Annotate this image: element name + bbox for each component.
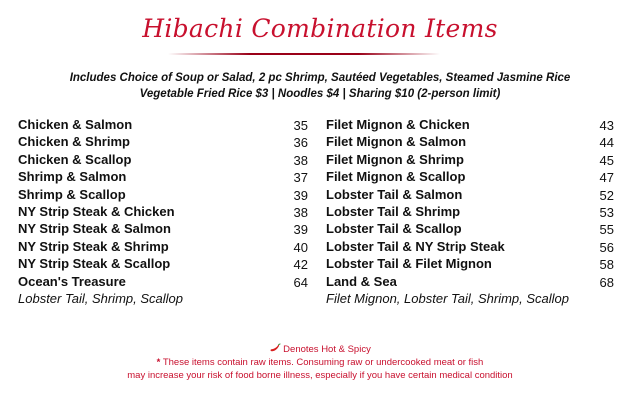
menu-item-description: Lobster Tail, Shrimp, Scallop (18, 290, 183, 306)
menu-item-price: 45 (599, 152, 614, 168)
menu-item (326, 168, 614, 185)
menu-item-price: 56 (599, 239, 614, 255)
menu-item-name: Filet Mignon & Salmon (326, 134, 467, 150)
menu-item-price: 35 (293, 118, 308, 133)
menu-item-name: NY Strip Steak & Scallop (18, 256, 171, 272)
menu-item (326, 255, 614, 272)
hot-spicy-label: Denotes Hot & Spicy (283, 344, 371, 355)
menu-item-price: 42 (293, 257, 308, 273)
menu-footnotes (0, 343, 640, 382)
menu-item-name: Lobster Tail & Filet Mignon (326, 256, 492, 272)
menu-item-price: 64 (293, 274, 308, 290)
menu-item-price: 43 (599, 118, 614, 133)
menu-item-name: Chicken & Salmon (18, 117, 133, 132)
menu-item-price: 39 (293, 187, 308, 203)
raw-warning-text-1: These items contain raw items. Consuming raw or undercooked meat or fish (162, 357, 484, 368)
menu-item-name: NY Strip Steak & Chicken (18, 203, 175, 219)
menu-item-name: Lobster Tail & Salmon (326, 186, 463, 202)
menu-item (326, 220, 614, 237)
menu-item-price: 52 (599, 187, 614, 203)
menu-item (326, 186, 614, 203)
menu-title: Hibachi Combination Items (142, 14, 498, 43)
menu-item-name: Shrimp & Scallop (18, 186, 126, 202)
menu-item (18, 203, 308, 220)
menu-item (18, 220, 308, 237)
menu-item-name: Chicken & Shrimp (18, 134, 130, 150)
chili-pepper-icon (269, 343, 281, 353)
menu-item (326, 203, 614, 220)
menu-item-price: 55 (599, 222, 614, 238)
menu-item-price: 36 (293, 135, 308, 151)
menu-item (326, 151, 614, 168)
right-menu-column (326, 116, 614, 307)
menu-item (326, 116, 614, 133)
menu-item-name: Lobster Tail & Shrimp (326, 203, 461, 219)
menu-item-price: 58 (599, 257, 614, 273)
menu-item-price: 44 (599, 135, 614, 151)
menu-item-name: NY Strip Steak & Salmon (18, 221, 171, 237)
menu-item-name: Lobster Tail & NY Strip Steak (326, 238, 505, 254)
menu-item-price: 53 (599, 204, 614, 220)
left-menu-column (18, 116, 308, 307)
menu-item-price: 38 (293, 204, 308, 220)
menu-item-name: Lobster Tail & Scallop (326, 221, 462, 237)
menu-item (18, 116, 308, 133)
raw-star-marker: * (156, 357, 161, 368)
menu-item (18, 151, 308, 168)
menu-item (18, 133, 308, 150)
menu-item-name: NY Strip Steak & Shrimp (18, 238, 169, 254)
menu-item (18, 273, 308, 290)
menu-item (326, 273, 614, 290)
menu-item-price: 68 (599, 274, 614, 290)
menu-item-description: Filet Mignon, Lobster Tail, Shrimp, Scallop (326, 290, 570, 306)
title-underline (168, 53, 440, 55)
subtitle-line-2: Vegetable Fried Rice $3 | Noodles $4 | Sharing $10 (2-person limit) (139, 88, 501, 100)
menu-item-name: Land & Sea (326, 273, 397, 289)
menu-item-price: 38 (293, 152, 308, 168)
menu-item (18, 238, 308, 255)
menu-item (18, 255, 308, 272)
menu-item-name: Ocean's Treasure (18, 273, 126, 289)
raw-warning-line-1 (0, 356, 640, 369)
menu-item-name: Filet Mignon & Shrimp (326, 151, 464, 167)
menu-item-name: Chicken & Scallop (18, 151, 132, 167)
menu-item (18, 168, 308, 185)
menu-item (18, 186, 308, 203)
menu-subtitle (0, 70, 640, 102)
menu-item-price: 47 (599, 170, 614, 186)
hot-spicy-note (0, 343, 640, 356)
menu-item-name: Filet Mignon & Scallop (326, 169, 466, 185)
menu-item-price: 39 (293, 222, 308, 238)
menu-item (326, 238, 614, 255)
menu-item-price: 40 (293, 239, 308, 255)
raw-warning-line-2: may increase your risk of food borne illness, especially if you have certain medical condition (127, 370, 513, 381)
menu-item-name: Shrimp & Salmon (18, 169, 127, 185)
menu-item (326, 133, 614, 150)
menu-item-name: Filet Mignon & Chicken (326, 117, 470, 132)
menu-item-price: 37 (293, 170, 308, 186)
subtitle-line-1: Includes Choice of Soup or Salad, 2 pc Shrimp, Sautéed Vegetables, Steamed Jasmine Rice (69, 72, 571, 84)
